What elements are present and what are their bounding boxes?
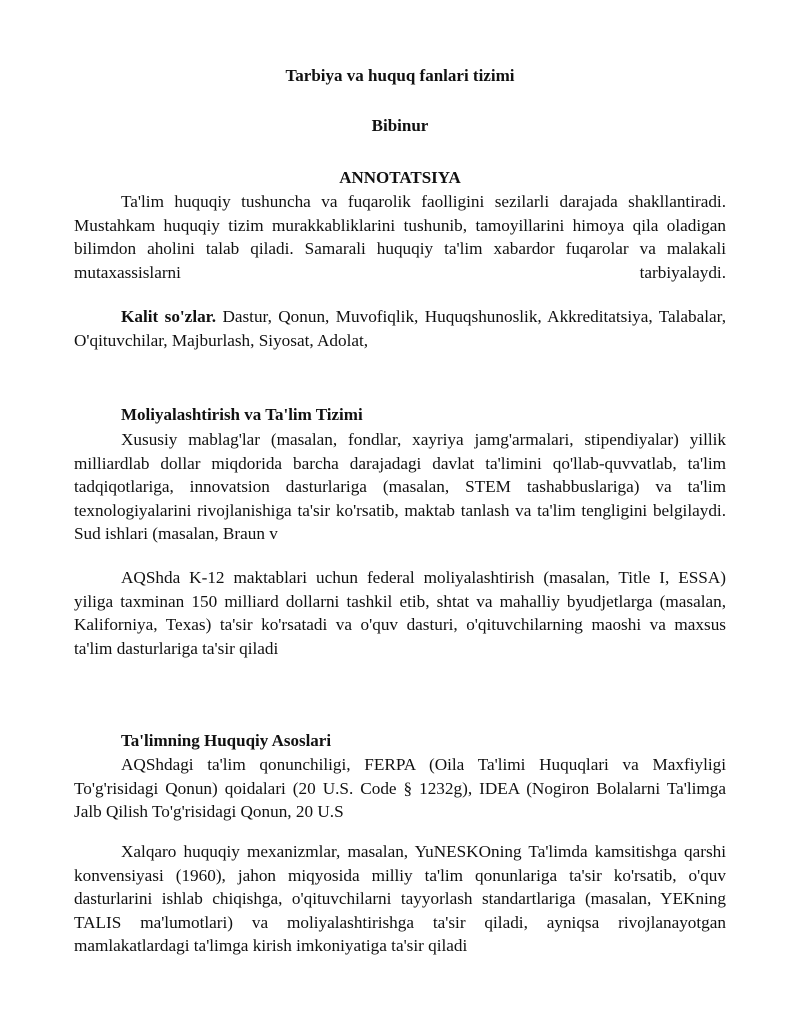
legal-paragraph-2: Xalqaro huquqiy mexanizmlar, masalan, YuNESKOning Ta'limda kamsitishga qarshi konvensiyasi (1960), jahon miqyosida milliy ta'lim qonunlariga ta'sir ko'rsatib, o'quv dasturlarini ishlab chiqishga, o'qituvchilarni tayyorlash standartlariga (masalan, YEKning TALIS ma'lumotlari) va moliyalashtirishga ta'sir qiladi, ayniqsa rivojlanayotgan mamlakatlardagi ta'limga kirish imkoniyatiga ta'sir qiladi bbox=[74, 842, 726, 956]
section-heading-legal: Ta'limning Huquqiy Asoslari bbox=[121, 731, 332, 750]
keywords-label: Kalit so'zlar. bbox=[121, 307, 217, 326]
keywords-list: Dastur, Qonun, Muvofiqlik, Huquqshunoslik, Akkreditatsiya, Talabalar, O'qituvchilar, Majburlash, Siyosat, Adolat, bbox=[74, 307, 727, 350]
legal-paragraph-1: AQShdagi ta'lim qonunchiligi, FERPA (Oila Ta'limi Huquqlari va Maxfiyligi To'g'risidagi Qonun) qoidalari (20 U.S. Code § 1232g), IDEA (Nogiron Bolalarni Ta'limga Jalb Qilish To'g'risidagi Qonun, 20 U.S bbox=[74, 755, 726, 822]
keywords-paragraph bbox=[74, 305, 726, 352]
funding-paragraph-1: Xususiy mablag'lar (masalan, fondlar, xayriya jamg'armalari, stipendiyalar) yillik milliardlab dollar miqdorida barcha darajadagi davlat ta'limini qo'llab-quvvatlab, ta'lim tadqiqotlariga, innovatsion dasturlariga (masalan, STEM tashabbuslariga) va ta'lim texnologiyalarini rivojlanishiga ta'sir ko'rsatib, maktab tanlash va ta'lim tengligini belgilaydi. Sud ishlari (masalan, Braun v bbox=[74, 430, 726, 544]
document-title: Tarbiya va huquq fanlari tizimi bbox=[285, 66, 515, 85]
section-heading-funding: Moliyalashtirish va Ta'lim Tizimi bbox=[121, 405, 363, 424]
annotation-heading: ANNOTATSIYA bbox=[339, 168, 461, 187]
funding-paragraph-2: AQShda K-12 maktablari uchun federal moliyalashtirish (masalan, Title I, ESSA) yiliga taxminan 150 milliard dollarni tashkil etib, shtat va mahalliy byudjetlarga (masalan, Kaliforniya, Texas) ta'sir ko'rsatadi va o'quv dasturi, o'qituvchilarning maoshi va maxsus ta'lim dasturlariga ta'sir qiladi bbox=[74, 568, 726, 658]
annotation-paragraph: Ta'lim huquqiy tushuncha va fuqarolik faolligini sezilarli darajada shakllantiradi. Mustahkam huquqiy tizim murakkabliklarini tushunib, tamoyillarini himoya qila oladigan bilimdon aholini talab qiladi. Samarali huquqiy ta'lim xabardor fuqarolar va malakali mutaxassislarni tarbiyalaydi. bbox=[74, 192, 726, 282]
author-name: Bibinur bbox=[371, 116, 429, 135]
